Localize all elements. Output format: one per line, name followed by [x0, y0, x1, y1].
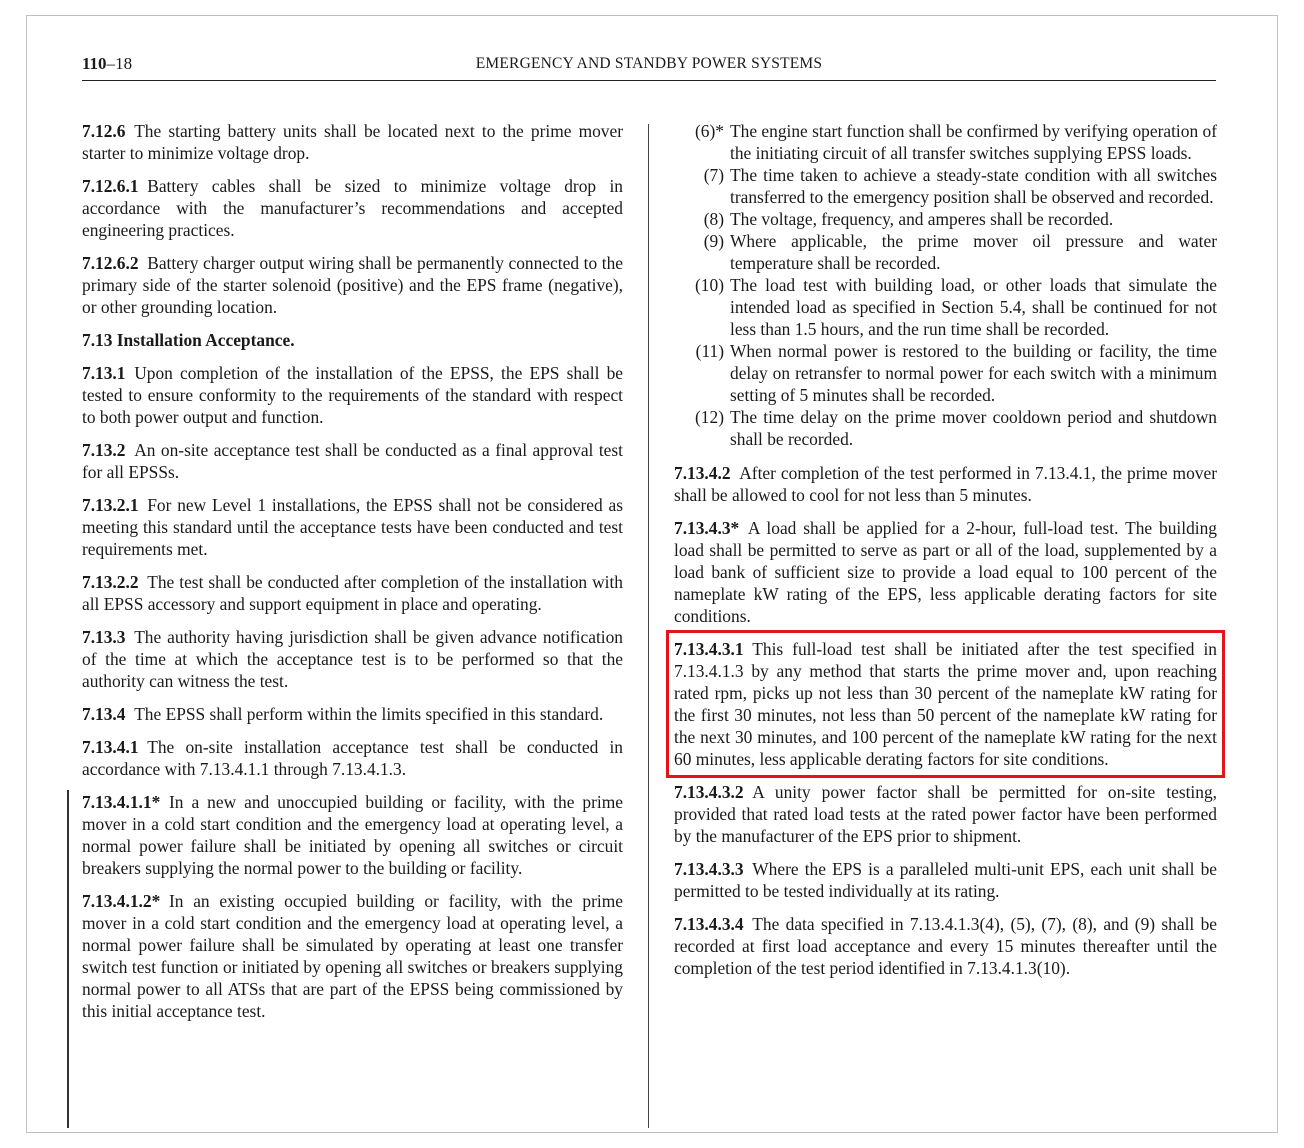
list-item-text: When normal power is restored to the building or facility, the time delay on retransfer to normal power for each switch with a minimum setting of 5 minutes shall be recorded. — [730, 341, 1217, 405]
paragraph-text: A load shall be applied for a 2-hour, full-load test. The building load shall be permitted to serve as part or all of the load, supplemented by a load bank of sufficient size to provide a load equal to 100 percent of the nameplate kW rating of the EPS, less applicable derating factors for site conditions. — [674, 518, 1217, 626]
list-item — [674, 120, 1217, 164]
column-divider — [648, 124, 649, 1128]
paragraph — [82, 736, 623, 780]
section-number: 7.13.4.3.2 — [674, 782, 744, 802]
paragraph — [82, 703, 623, 725]
paragraph — [82, 439, 623, 483]
section-number: 7.13.4.1.1* — [82, 792, 161, 812]
paragraph — [82, 791, 623, 879]
paragraph-text: Where the EPS is a paralleled multi-unit EPS, each unit shall be permitted to be tested individually at its rating. — [674, 859, 1217, 901]
list-item — [674, 164, 1217, 208]
list-item-text: Where applicable, the prime mover oil pressure and water temperature shall be recorded. — [730, 231, 1217, 273]
right-column — [674, 120, 1217, 990]
paragraph — [82, 571, 623, 615]
numbered-list — [674, 120, 1217, 450]
paragraph-text: The on-site installation acceptance test shall be conducted in accordance with 7.13.4.1.1 through 7.13.4.1.3. — [82, 737, 623, 779]
paragraph-text: For new Level 1 installations, the EPSS shall not be considered as meeting this standard until the acceptance tests have been conducted and test requirements met. — [82, 495, 623, 559]
right-paragraphs — [674, 462, 1217, 979]
section-number: 7.13.4.1 — [82, 737, 139, 757]
section-number: 7.13.2.2 — [82, 572, 139, 592]
paragraph — [674, 462, 1217, 506]
section-number: 7.13.2 — [82, 440, 126, 460]
list-item-text: The load test with building load, or other loads that simulate the intended load as specified in Section 5.4, shall be continued for not less than 1.5 hours, and the run time shall be recorded. — [730, 275, 1217, 339]
running-header — [82, 52, 1216, 81]
paragraph-text: After completion of the test performed in 7.13.4.1, the prime mover shall be allowed to cool for not less than 5 minutes. — [674, 463, 1217, 505]
section-number: 7.12.6 — [82, 121, 126, 141]
paragraph-text: Upon completion of the installation of the EPSS, the EPS shall be tested to ensure conformity to the requirements of the standard with respect to both power output and function. — [82, 363, 623, 427]
list-item — [674, 208, 1217, 230]
section-number: 7.13.4.1.2* — [82, 891, 161, 911]
section-number: 7.13.4.3* — [674, 518, 740, 538]
section-number: 7.13.4.2 — [674, 463, 731, 483]
list-item-text: The time delay on the prime mover cooldown period and shutdown shall be recorded. — [730, 407, 1217, 449]
section-heading: 7.13 Installation Acceptance. — [82, 330, 295, 350]
paragraph-text: Battery cables shall be sized to minimize voltage drop in accordance with the manufacturer’s recommendations and accepted engineering practices. — [82, 176, 623, 240]
list-item-label: (11) — [695, 341, 724, 361]
revision-change-bar — [67, 790, 69, 1128]
section-number: 7.13.2.1 — [82, 495, 139, 515]
paragraph — [82, 175, 623, 241]
paragraph — [82, 626, 623, 692]
highlighted-paragraph — [674, 638, 1217, 770]
list-item-label: (9) — [703, 231, 724, 251]
paragraph-text: An on-site acceptance test shall be conducted as a final approval test for all EPSSs. — [82, 440, 623, 482]
list-item — [674, 406, 1217, 450]
paragraph-text: The starting battery units shall be located next to the prime mover starter to minimize voltage drop. — [82, 121, 623, 163]
paragraph — [82, 890, 623, 1022]
page-number: 110–18 — [82, 54, 133, 73]
section-number: 7.13.3 — [82, 627, 126, 647]
list-item — [674, 274, 1217, 340]
section-number: 7.13.4 — [82, 704, 126, 724]
paragraph — [82, 494, 623, 560]
paragraph — [674, 858, 1217, 902]
section-number: 7.13.4.3.4 — [674, 914, 744, 934]
list-item-label: (7) — [703, 165, 724, 185]
paragraph — [82, 120, 623, 164]
paragraph — [82, 252, 623, 318]
list-item-label: (6)* — [695, 121, 724, 141]
left-column — [82, 120, 623, 1033]
paragraph-text: In an existing occupied building or facility, with the prime mover in a cold start condition and the emergency load at operating level, a normal power failure shall be simulated by operating at least one transfer switch test function or initiated by opening all switches or breakers supplying normal power to all ATSs that are part of the EPSS being commissioned by this initial acceptance test. — [82, 891, 623, 1021]
paragraph-text: The authority having jurisdiction shall be given advance notification of the time at which the acceptance test is to be performed so that the authority can witness the test. — [82, 627, 623, 691]
list-item — [674, 340, 1217, 406]
paragraph-text: Battery charger output wiring shall be permanently connected to the primary side of the starter solenoid (positive) and the EPS frame (negative), or other grounding location. — [82, 253, 623, 317]
paragraph-text: A unity power factor shall be permitted for on-site testing, provided that rated load tests at the rated power factor have been performed by the manufacturer of the EPS prior to shipment. — [674, 782, 1217, 846]
paragraph-text: In a new and unoccupied building or facility, with the prime mover in a cold start condition and the emergency load at operating level, a normal power failure shall be initiated by opening all switches or circuit breakers supplying the normal power to the building or facility. — [82, 792, 623, 878]
list-item-text: The engine start function shall be confirmed by verifying operation of the initiating circuit of all transfer switches supplying EPSS loads. — [730, 121, 1217, 163]
paragraph-text: The EPSS shall perform within the limits specified in this standard. — [134, 704, 604, 724]
paragraph — [82, 362, 623, 428]
list-item — [674, 230, 1217, 274]
paragraph-text: The data specified in 7.13.4.1.3(4), (5), (7), (8), and (9) shall be recorded at first load acceptance and every 15 minutes thereafter until the completion of the test period identified in 7.13.4.1.3(10). — [674, 914, 1217, 978]
section-number: 7.12.6.1 — [82, 176, 139, 196]
paragraph — [674, 517, 1217, 627]
list-item-label: (12) — [695, 407, 724, 427]
paragraph-text: The test shall be conducted after completion of the installation with all EPSS accessory and support equipment in place and operating. — [82, 572, 623, 614]
list-item-label: (10) — [695, 275, 724, 295]
section-number: 7.13.4.3.3 — [674, 859, 744, 879]
paragraph-text: This full-load test shall be initiated after the test specified in 7.13.4.1.3 by any method that starts the prime mover and, upon reaching rated rpm, picks up not less than 30 percent of the nameplate kW rating for the first 30 minutes, not less than 50 percent of the nameplate kW rating for the next 30 minutes, and 100 percent of the nameplate kW rating for the next 60 minutes, less applicable derating factors for site conditions. — [674, 639, 1217, 769]
section-number: 7.13.1 — [82, 363, 126, 383]
list-item-label: (8) — [703, 209, 724, 229]
paragraph — [674, 781, 1217, 847]
paragraph — [674, 913, 1217, 979]
list-item-text: The voltage, frequency, and amperes shall be recorded. — [730, 209, 1114, 229]
section-number: 7.12.6.2 — [82, 253, 139, 273]
list-item-text: The time taken to achieve a steady-state condition with all switches transferred to the emergency position shall be observed and recorded. — [730, 165, 1217, 207]
section-number: 7.13.4.3.1 — [674, 639, 744, 659]
running-title: EMERGENCY AND STANDBY POWER SYSTEMS — [475, 55, 823, 72]
